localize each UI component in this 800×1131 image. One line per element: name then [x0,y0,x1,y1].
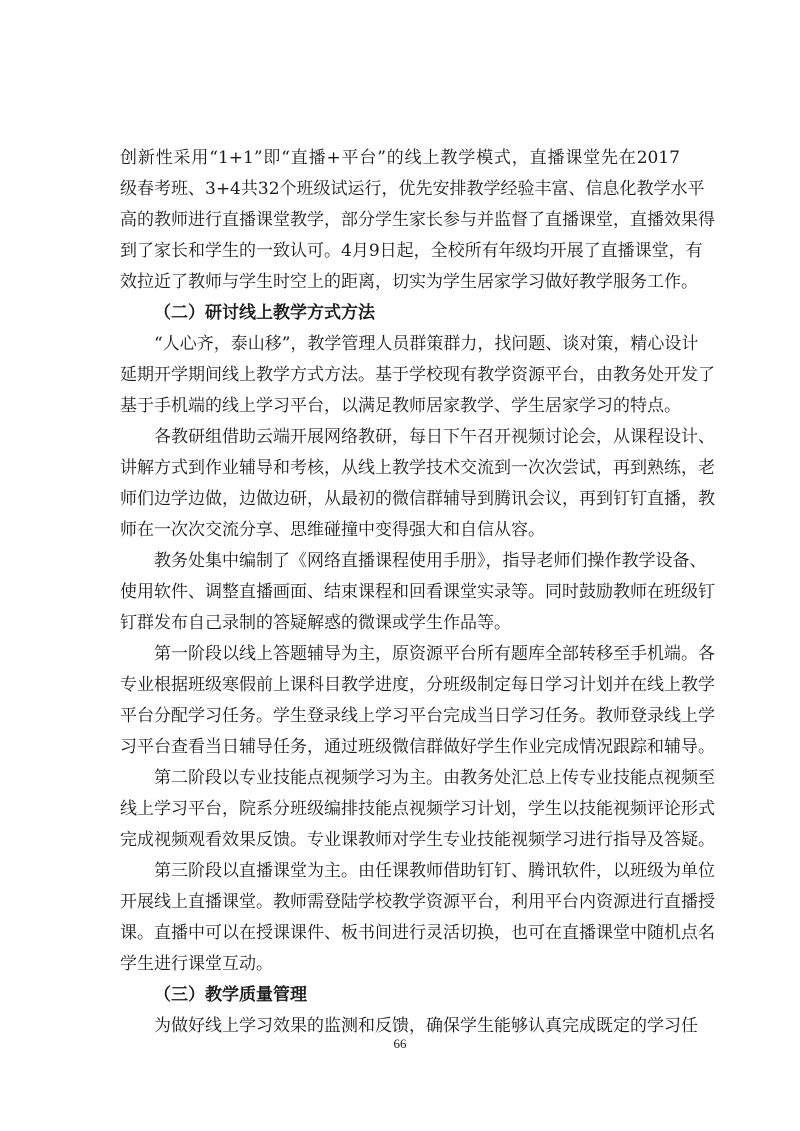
paragraph-line: 学生进行课堂互动。 [120,954,273,974]
paragraph-line: 完成视频观看效果反馈。专业课教师对学生专业技能视频学习进行指导及答疑。 [120,830,715,850]
paragraph-line: 习平台查看当日辅导任务，通过班级微信群做好学生作业完成情况跟踪和辅导。 [120,737,715,757]
paragraph-line: 线上学习平台，院系分班级编排技能点视频学习计划，学生以技能视频评论形式 [120,799,715,819]
section-heading: （二）研讨线上教学方式方法 [154,303,375,323]
paragraph-line: 效拉近了教师与学生时空上的距离，切实为学生居家学习做好教学服务工作。 [120,272,698,292]
paragraph-line: 教务处集中编制了《网络直播课程使用手册》，指导老师们操作教学设备、 [154,551,707,571]
paragraph-line: 为做好线上学习效果的监测和反馈，确保学生能够认真完成既定的学习任 [154,1016,698,1036]
paragraph-line: 到了家长和学生的一致认可。4月9日起，全校所有年级均开展了直播课堂，有 [120,241,703,261]
paragraph-line: “人心齐，泰山移”，教学管理人员群策群力，找问题、谈对策，精心设计 [154,334,699,354]
paragraph-line: 第一阶段以线上答题辅导为主，原资源平台所有题库全部转移至手机端。各 [154,644,715,664]
paragraph-line: 专业根据班级寒假前上课科目教学进度，分班级制定每日学习计划并在线上教学 [120,675,715,695]
paragraph-line: 第二阶段以专业技能点视频学习为主。由教务处汇总上传专业技能点视频至 [154,768,715,788]
paragraph-line: 延期开学期间线上教学方式方法。基于学校现有教学资源平台，由教务处开发了 [120,365,715,385]
paragraph-line: 各教研组借助云端开展网络教研，每日下午召开视频讨论会，从课程设计、 [154,427,715,447]
section-heading: （三）教学质量管理 [154,985,307,1005]
paragraph-line: 开展线上直播课堂。教师需登陆学校教学资源平台，利用平台内资源进行直播授 [120,892,715,912]
paragraph-line: 级春考班、3+4共32个班级试运行，优先安排教学经验丰富、信息化教学水平 [120,179,705,199]
paragraph-line: 创新性采用“1+1”即“直播+平台”的线上教学模式，直播课堂先在2017 [120,148,680,168]
paragraph-line: 课。直播中可以在授课课件、板书间进行灵活切换，也可在直播课堂中随机点名 [120,923,715,943]
paragraph-line: 基于手机端的线上学习平台，以满足教师居家教学、学生居家学习的特点。 [120,396,681,416]
paragraph-line: 讲解方式到作业辅导和考核，从线上教学技术交流到一次次尝试，再到熟练，老 [120,458,715,478]
page-number: 66 [393,1036,407,1051]
paragraph-line: 第三阶段以直播课堂为主。由任课教师借助钉钉、腾讯软件，以班级为单位 [154,861,715,881]
paragraph-line: 师们边学边做，边做边研，从最初的微信群辅导到腾讯会议，再到钉钉直播，教 [120,489,715,509]
paragraph-line: 高的教师进行直播课堂教学，部分学生家长参与并监督了直播课堂，直播效果得 [120,210,715,230]
paragraph-line: 钉群发布自己录制的答疑解惑的微课或学生作品等。 [120,613,511,633]
paragraph-line: 使用软件、调整直播画面、结束课程和回看课堂实录等。同时鼓励教师在班级钉 [120,582,715,602]
paragraph-line: 师在一次次交流分享、思维碰撞中变得强大和自信从容。 [120,520,545,540]
paragraph-line: 平台分配学习任务。学生登录线上学习平台完成当日学习任务。教师登录线上学 [120,706,715,726]
